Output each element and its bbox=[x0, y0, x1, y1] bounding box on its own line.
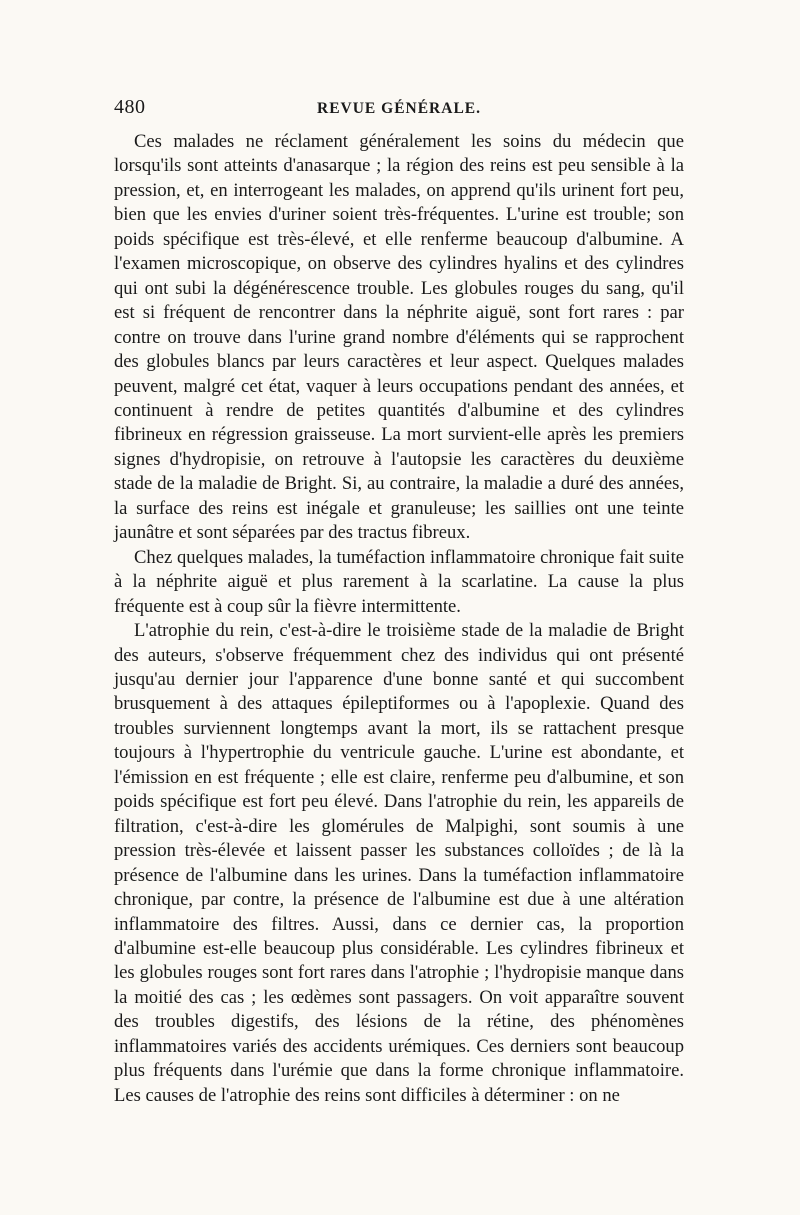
paragraph-2: Chez quelques malades, la tuméfaction inflammatoire chronique fait suite à la néphrite aiguë et plus rarement à la scarlatine. La cause la plus fréquente est à coup sûr la fièvre intermittente. bbox=[114, 546, 684, 617]
book-page bbox=[114, 96, 684, 1108]
page-header bbox=[114, 96, 684, 130]
body-text bbox=[114, 130, 684, 1108]
paragraph-3: L'atrophie du rein, c'est-à-dire le troisième stade de la maladie de Bright des auteurs, s'observe fréquemment chez des individus qui ont présenté jusqu'au dernier jour l'apparence d'une bonne santé et qui succombent brusquement à des attaques épileptiformes ou à l'apoplexie. Quand des troubles surviennent longtemps avant la mort, ils se rattachent presque toujours à l'hypertrophie du ventricule gauche. L'urine est abondante, et l'émission en est fréquente ; elle est claire, renferme peu d'albumine, et son poids spécifique est fort peu élevé. Dans l'atrophie du rein, les appareils de filtration, c'est-à-dire les glomérules de Malpighi, sont soumis à une pression très-élevée et laissent passer les substances colloïdes ; de là la présence de l'albumine dans les urines. Dans la tuméfaction inflammatoire chronique, par contre, la présence de l'albumine est due à une altération inflammatoire des filtres. Aussi, dans ce dernier cas, la proportion d'albumine est-elle beaucoup plus considérable. Les cylindres fibrineux et les globules rouges sont fort rares dans l'atrophie ; l'hydropisie manque dans la moitié des cas ; les œdèmes sont passagers. On voit apparaître souvent des troubles digestifs, des lésions de la rétine, des phénomènes inflammatoires variés des accidents urémiques. Ces derniers sont beaucoup plus fréquents dans l'urémie que dans la forme chronique inflammatoire. Les causes de l'atrophie des reins sont difficiles à déterminer : on ne bbox=[114, 620, 684, 1106]
running-head: REVUE GÉNÉRALE. bbox=[317, 100, 481, 117]
paragraph-1: Ces malades ne réclament généralement les soins du médecin que lorsqu'ils sont atteints d'anasarque ; la région des reins est peu sensible à la pression, et, en interrogeant les malades, on apprend qu'ils urinent fort peu, bien que les envies d'uriner soient très-fréquentes. L'urine est trouble; son poids spécifique est très-élevé, et elle renferme beaucoup d'albumine. A l'examen microscopique, on observe des cylindres hyalins et des cylindres qui ont subi la dégénérescence trouble. Les globules rouges du sang, qu'il est si fréquent de rencontrer dans la néphrite aiguë, sont fort rares : par contre on trouve dans l'urine grand nombre d'éléments qui se rapprochent des globules blancs par leurs caractères et leur aspect. Quelques malades peuvent, malgré cet état, vaquer à leurs occupations pendant des années, et continuent à rendre de petites quantités d'albumine et des cylindres fibrineux en régression graisseuse. La mort survient-elle après les premiers signes d'hydropisie, on retrouve à l'autopsie les caractères du deuxième stade de la maladie de Bright. Si, au contraire, la maladie a duré des années, la surface des reins est inégale et granuleuse; les saillies ont une teinte jaunâtre et sont séparées par des tractus fibreux. bbox=[114, 131, 684, 544]
page-number: 480 bbox=[114, 96, 146, 118]
